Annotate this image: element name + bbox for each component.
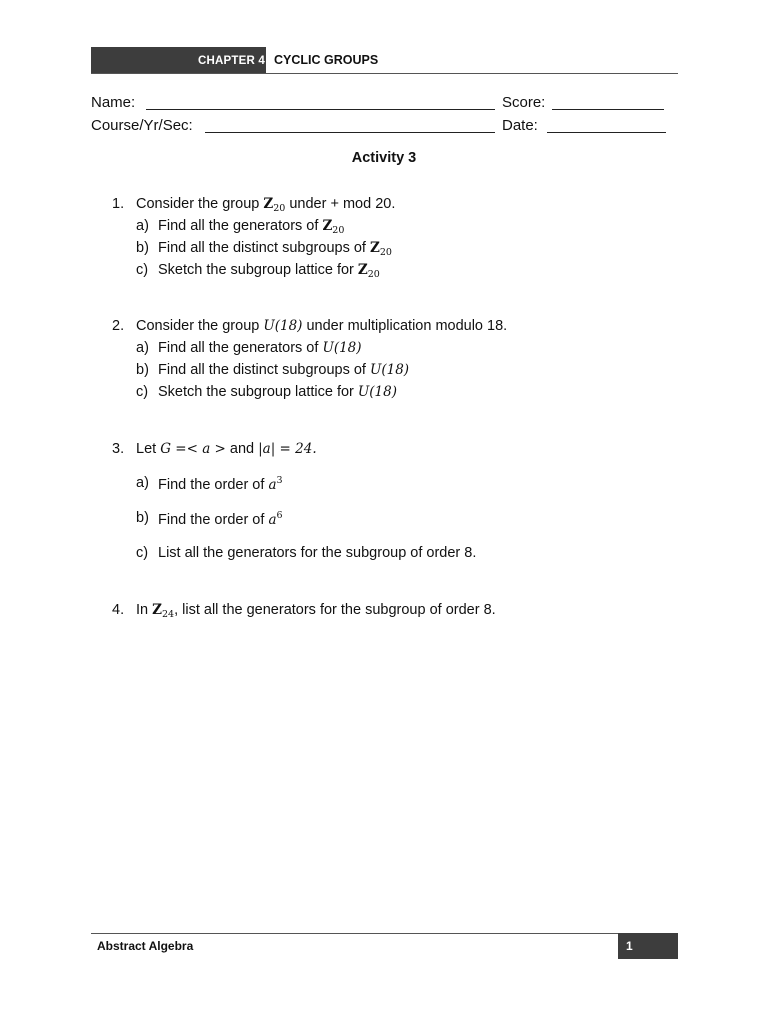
date-field[interactable]	[547, 132, 666, 133]
page-number: 1	[626, 939, 633, 953]
q1-part-b: b) Find all the distinct subgroups of $Z_{20}$	[136, 240, 392, 258]
q2-part-b: b) Find all the distinct subgroups of U(18)	[136, 362, 410, 378]
score-field[interactable]	[552, 109, 664, 110]
q2-number: 2.	[112, 318, 125, 334]
q2-part-a: a) Find all the generators of U(18)	[136, 340, 362, 356]
q3-stem: Let G =< a > and |a| = 24.	[136, 441, 317, 457]
q1-part-c: c) Sketch the subgroup lattice for $Z_{20}$	[136, 262, 380, 280]
date-label: Date:	[502, 117, 538, 134]
course-label: Course/Yr/Sec:	[91, 117, 193, 134]
footer-rule	[91, 933, 678, 934]
q3-part-b: b) Find the order of $a^6$	[136, 510, 283, 528]
score-label: Score:	[502, 94, 546, 111]
course-field[interactable]	[205, 132, 495, 133]
q3-number: 3.	[112, 441, 125, 457]
q3-part-c: c) List all the generators for the subgroup of order 8.	[136, 545, 477, 561]
q4-stem: In $Z_{24}$, list all the generators for the subgroup of order 8.	[136, 602, 496, 620]
name-label: Name:	[91, 94, 136, 111]
q2-stem: Consider the group U(18) under multiplication modulo 18.	[136, 318, 508, 334]
q4-number: 4.	[112, 602, 125, 618]
q1-part-a: a) Find all the generators of $Z_{20}$	[136, 218, 345, 236]
name-field[interactable]	[146, 109, 495, 110]
q3-part-a: a) Find the order of $a^3$	[136, 475, 283, 493]
footer-book-title: Abstract Algebra	[97, 939, 194, 953]
chapter-title: CYCLIC GROUPS	[274, 53, 379, 67]
q1-stem: Consider the group $Z_{20}$ under + mod 20.	[136, 196, 396, 214]
header-rule	[91, 73, 678, 74]
q2-part-c: c) Sketch the subgroup lattice for U(18)	[136, 384, 397, 400]
chapter-label: CHAPTER 4	[198, 55, 265, 67]
activity-title: Activity 3	[351, 150, 417, 166]
q1-number: 1.	[112, 196, 125, 212]
